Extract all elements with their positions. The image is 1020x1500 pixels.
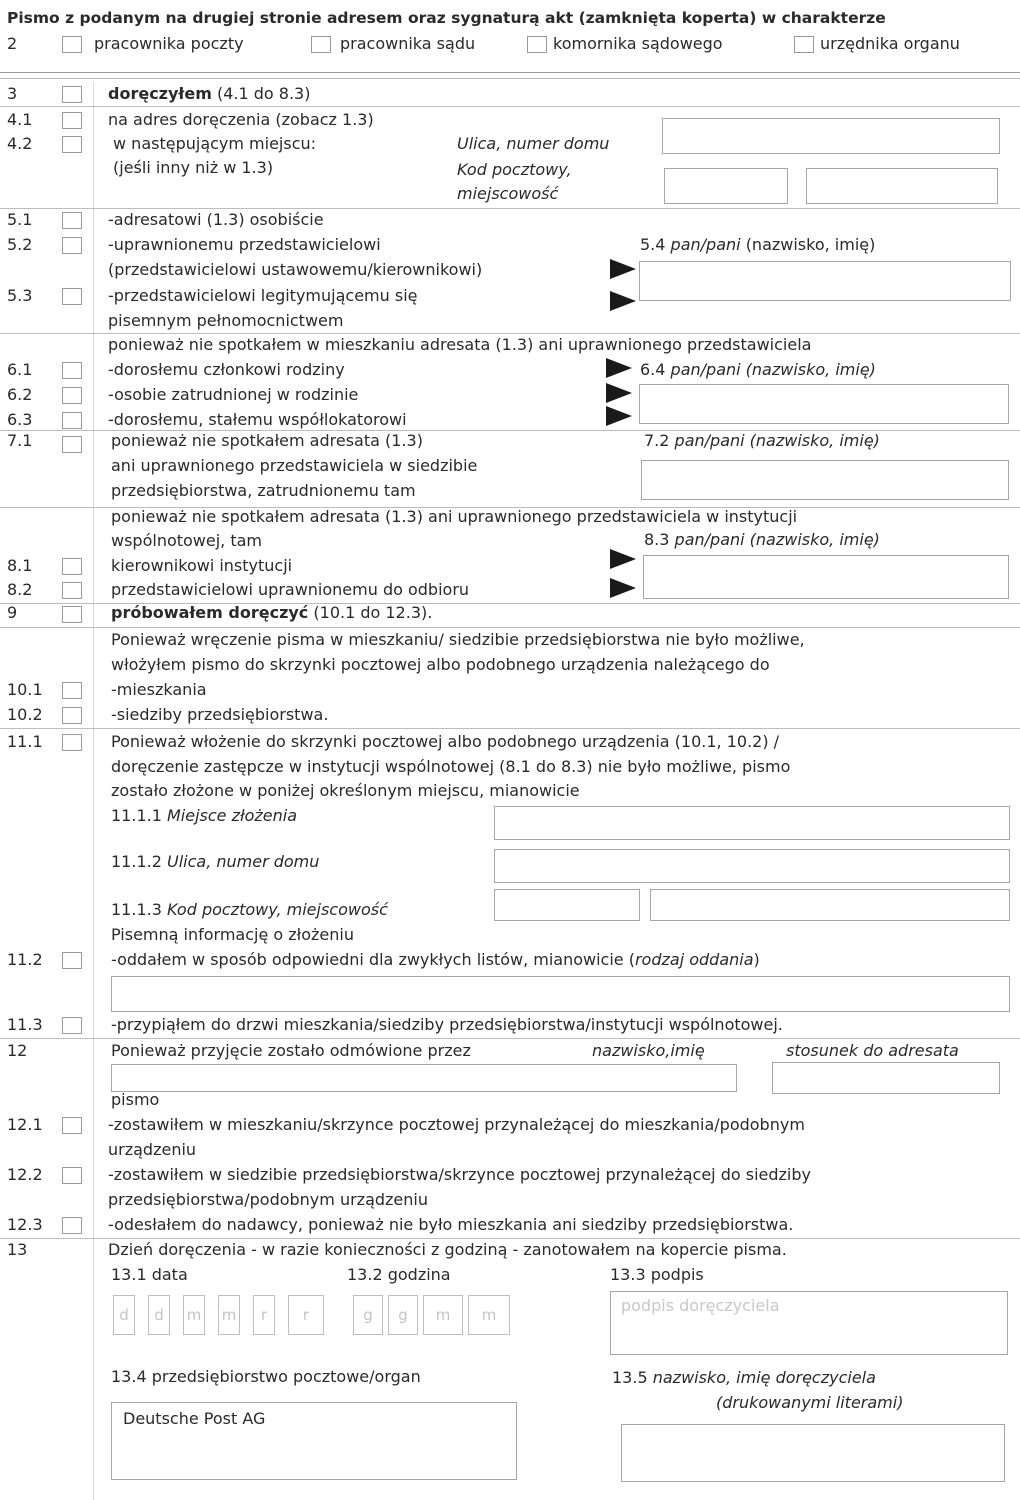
checkbox-attempted[interactable] [62,606,82,623]
date-cell[interactable]: r [253,1295,275,1335]
checkbox-12-1[interactable] [62,1117,82,1134]
field-label-7-2: 7.2 pan/pani (nazwisko, imię) [644,431,880,450]
row-number: 4.2 [7,134,33,153]
checkbox-authority-official[interactable] [794,36,814,53]
checkbox-5-2[interactable] [62,237,82,254]
divider [0,728,1020,729]
row-number: 2 [7,34,18,53]
label-12-2: -zostawiłem w siedzibie przedsiębiorstwa/skrzynce pocztowej przynależącej do siedziby [108,1165,811,1184]
section-6-intro: ponieważ nie spotkałem w mieszkaniu adresata (1.3) ani uprawnionego przedstawiciela [108,335,812,354]
street-label: Ulica, numer domu [457,134,610,153]
attempted-heading: próbowałem doręczyć (10.1 do 12.3). [111,603,433,622]
row-number: 7.1 [7,431,33,450]
city-input[interactable] [806,168,998,204]
row-number: 6.1 [7,360,33,379]
divider [0,1038,1020,1039]
arrow-icon [610,259,636,279]
date-label: 13.1 data [111,1265,188,1284]
label-6-2: -osobie zatrudnionej w rodzinie [108,385,359,404]
label-11-1-line3: zostało złożone w poniżej określonym miejscu, mianowicie [111,781,580,800]
checkbox-11-3[interactable] [62,1017,82,1034]
checkbox-5-3[interactable] [62,288,82,305]
checkbox-7-1[interactable] [62,436,82,453]
label-7-1: ponieważ nie spotkałem adresata (1.3) [111,431,423,450]
courier-name-input[interactable] [621,1424,1005,1482]
label-6-3: -dorosłemu, stałemu współlokatorowi [108,410,407,429]
notice-heading: Pisemną informację o złożeniu [111,925,354,944]
time-cell[interactable]: m [468,1295,510,1335]
option-postal-worker: pracownika poczty [94,34,244,53]
label-11-1: Ponieważ włożenie do skrzynki pocztowej albo podobnego urządzenia (10.1, 10.2) / [111,732,780,751]
label-10-2: -siedziby przedsiębiorstwa. [111,705,329,724]
label-8-1: kierownikowi instytucji [111,556,293,575]
form-title: Pismo z podanym na drugiej stronie adresem oraz sygnaturą akt (zamknięta koperta) w charakterze [7,9,886,27]
row-number: 12.3 [7,1215,43,1234]
row-number: 11.2 [7,950,43,969]
organization-label: 13.4 przedsiębiorstwo pocztowe/organ [111,1367,421,1386]
date-cell[interactable]: d [148,1295,170,1335]
field-label-11-1-2: 11.1.2 Ulica, numer domu [111,852,320,871]
divider [0,208,1020,209]
checkbox-postal-worker[interactable] [62,36,82,53]
label-5-3: -przedstawicielowi legitymującemu się [108,286,418,305]
field-label-11-1-1: 11.1.1 Miejsce złożenia [111,806,297,825]
checkbox-bailiff[interactable] [527,36,547,53]
label-5-3-note: pisemnym pełnomocnictwem [108,311,344,330]
divider [0,72,1020,73]
checkbox-4-1[interactable] [62,112,82,129]
row-number: 8.1 [7,556,33,575]
date-cell[interactable]: m [183,1295,205,1335]
checkbox-5-1[interactable] [62,212,82,229]
delivered-heading: doręczyłem (4.1 do 8.3) [108,84,311,103]
signature-placeholder: podpis doręczyciela [621,1296,780,1315]
checkbox-10-1[interactable] [62,682,82,699]
postcode-label: Kod pocztowy, [457,160,572,179]
signature-label: 13.3 podpis [610,1265,704,1284]
section-8-intro: ponieważ nie spotkałem adresata (1.3) ani uprawnionego przedstawiciela w instytucji [111,507,798,526]
row-number: 12 [7,1041,28,1060]
divider [0,333,1020,334]
refused-name-input[interactable] [111,1064,737,1092]
row-number: 8.2 [7,580,33,599]
label-4-1: na adres doręczenia (zobacz 1.3) [108,110,374,129]
label-12-1-line2: urządzeniu [108,1140,197,1159]
section-8-intro-line2: wspólnotowej, tam [111,531,263,550]
relation-input[interactable] [772,1062,1000,1094]
date-cell[interactable]: m [218,1295,240,1335]
row-number: 11.3 [7,1015,43,1034]
row-number: 6.2 [7,385,33,404]
label-10-1: -mieszkania [111,680,207,699]
checkbox-11-1[interactable] [62,734,82,751]
divider [0,1238,1020,1239]
column-divider [93,82,94,1500]
section-10-intro: Ponieważ wręczenie pisma w mieszkaniu/ siedzibie przedsiębiorstwa nie było możliwe, [111,630,805,649]
time-label: 13.2 godzina [347,1265,451,1284]
organization-value: Deutsche Post AG [123,1409,266,1428]
checkbox-8-1[interactable] [62,558,82,575]
name-input-5-4[interactable] [639,261,1011,301]
row-number: 10.1 [7,680,43,699]
label-4-2: w następującym miejscu: [113,134,317,153]
label-12-2-line2: przedsiębiorstwa/podobnym urządzeniu [108,1190,428,1209]
name-input-8-3[interactable] [643,555,1009,599]
letter-label: pismo [111,1090,160,1109]
label-7-1-line2: ani uprawnionego przedstawiciela w siedzibie [111,456,478,475]
field-label-5-4: 5.4 pan/pani (nazwisko, imię) [640,235,876,254]
checkbox-8-2[interactable] [62,582,82,599]
checkbox-6-1[interactable] [62,362,82,379]
checkbox-12-2[interactable] [62,1167,82,1184]
label-4-2-note: (jeśli inny niż w 1.3) [113,158,274,177]
relation-label: stosunek do adresata [786,1041,959,1060]
label-12: Ponieważ przyjęcie zostało odmówione przez [111,1041,471,1060]
name-input-7-2[interactable] [641,460,1009,500]
label-5-2: -uprawnionemu przedstawicielowi [108,235,381,254]
row-number: 3 [7,84,18,103]
field-label-11-1-3: 11.1.3 Kod pocztowy, miejscowość [111,900,388,919]
organization-field[interactable] [111,1402,517,1480]
time-cell[interactable]: g [353,1295,383,1335]
row-number: 9 [7,603,18,622]
label-11-2: -oddałem w sposób odpowiedni dla zwykłych listów, mianowicie (rodzaj oddania) [111,950,760,969]
divider [0,106,1020,107]
row-number: 5.1 [7,210,33,229]
checkbox-6-3[interactable] [62,412,82,429]
option-court-worker: pracownika sądu [340,34,476,53]
arrow-icon [606,406,632,426]
checkbox-11-2[interactable] [62,952,82,969]
street-input-11[interactable] [494,849,1010,883]
label-11-3: -przypiąłem do drzwi mieszkania/siedziby przedsiębiorstwa/instytucji wspólnotowej. [111,1015,783,1034]
label-11-1-line2: doręczenie zastępcze w instytucji wspólnotowej (8.1 do 8.3) nie było możliwe, pismo [111,757,791,776]
place-input[interactable] [494,806,1010,840]
field-label-6-4: 6.4 pan/pani (nazwisko, imię) [640,360,876,379]
option-authority-official: urzędnika organu [820,34,960,53]
row-number: 6.3 [7,410,33,429]
label-5-1: -adresatowi (1.3) osobiście [108,210,324,229]
time-cell[interactable]: m [423,1295,463,1335]
label-12-1: -zostawiłem w mieszkaniu/skrzynce pocztowej przynależącej do mieszkania/podobnym [108,1115,805,1134]
row-number: 4.1 [7,110,33,129]
label-13: Dzień doręczenia - w razie konieczności z godziną - zanotowałem na kopercie pisma. [108,1240,787,1259]
row-number: 10.2 [7,705,43,724]
postcode-input-11[interactable] [494,889,640,921]
checkbox-10-2[interactable] [62,707,82,724]
label-5-2-note: (przedstawicielowi ustawowemu/kierownikowi) [108,260,483,279]
checkbox-6-2[interactable] [62,387,82,404]
row-number: 5.2 [7,235,33,254]
row-number: 12.1 [7,1115,43,1134]
street-input[interactable] [662,118,1000,154]
arrow-icon [610,291,636,311]
label-6-1: -dorosłemu członkowi rodziny [108,360,345,379]
row-number: 12.2 [7,1165,43,1184]
arrow-icon [610,578,636,598]
arrow-icon [606,383,632,403]
label-7-1-line3: przedsiębiorstwa, zatrudnionemu tam [111,481,416,500]
arrow-icon [610,549,636,569]
name-input-6-4[interactable] [639,384,1009,424]
arrow-icon [606,358,632,378]
time-cell[interactable]: g [388,1295,418,1335]
refused-name-label: nazwisko,imię [592,1041,705,1060]
postcode-input[interactable] [664,168,788,204]
checkbox-4-2[interactable] [62,136,82,153]
divider [0,78,1020,79]
section-10-intro-line2: włożyłem pismo do skrzynki pocztowej albo podobnego urządzenia należącego do [111,655,770,674]
checkbox-12-3[interactable] [62,1217,82,1234]
field-label-8-3: 8.3 pan/pani (nazwisko, imię) [644,530,880,549]
row-number: 13 [7,1240,28,1259]
row-number: 11.1 [7,732,43,751]
checkbox-delivered[interactable] [62,86,82,103]
row-number: 5.3 [7,286,33,305]
label-12-3: -odesłałem do nadawcy, ponieważ nie było mieszkania ani siedziby przedsiębiorstwa. [108,1215,794,1234]
label-8-2: przedstawicielowi uprawnionemu do odbioru [111,580,470,599]
signature-field[interactable] [610,1291,1008,1355]
divider [0,627,1020,628]
courier-name-hint: (drukowanymi literami) [716,1393,904,1412]
courier-name-label: 13.5 nazwisko, imię doręczyciela [612,1368,876,1387]
date-cell[interactable]: d [113,1295,135,1335]
date-cell[interactable]: r [288,1295,324,1335]
city-label: miejscowość [457,184,559,203]
option-bailiff: komornika sądowego [553,34,723,53]
city-input-11[interactable] [650,889,1010,921]
checkbox-court-worker[interactable] [311,36,331,53]
delivery-method-input[interactable] [111,976,1010,1012]
